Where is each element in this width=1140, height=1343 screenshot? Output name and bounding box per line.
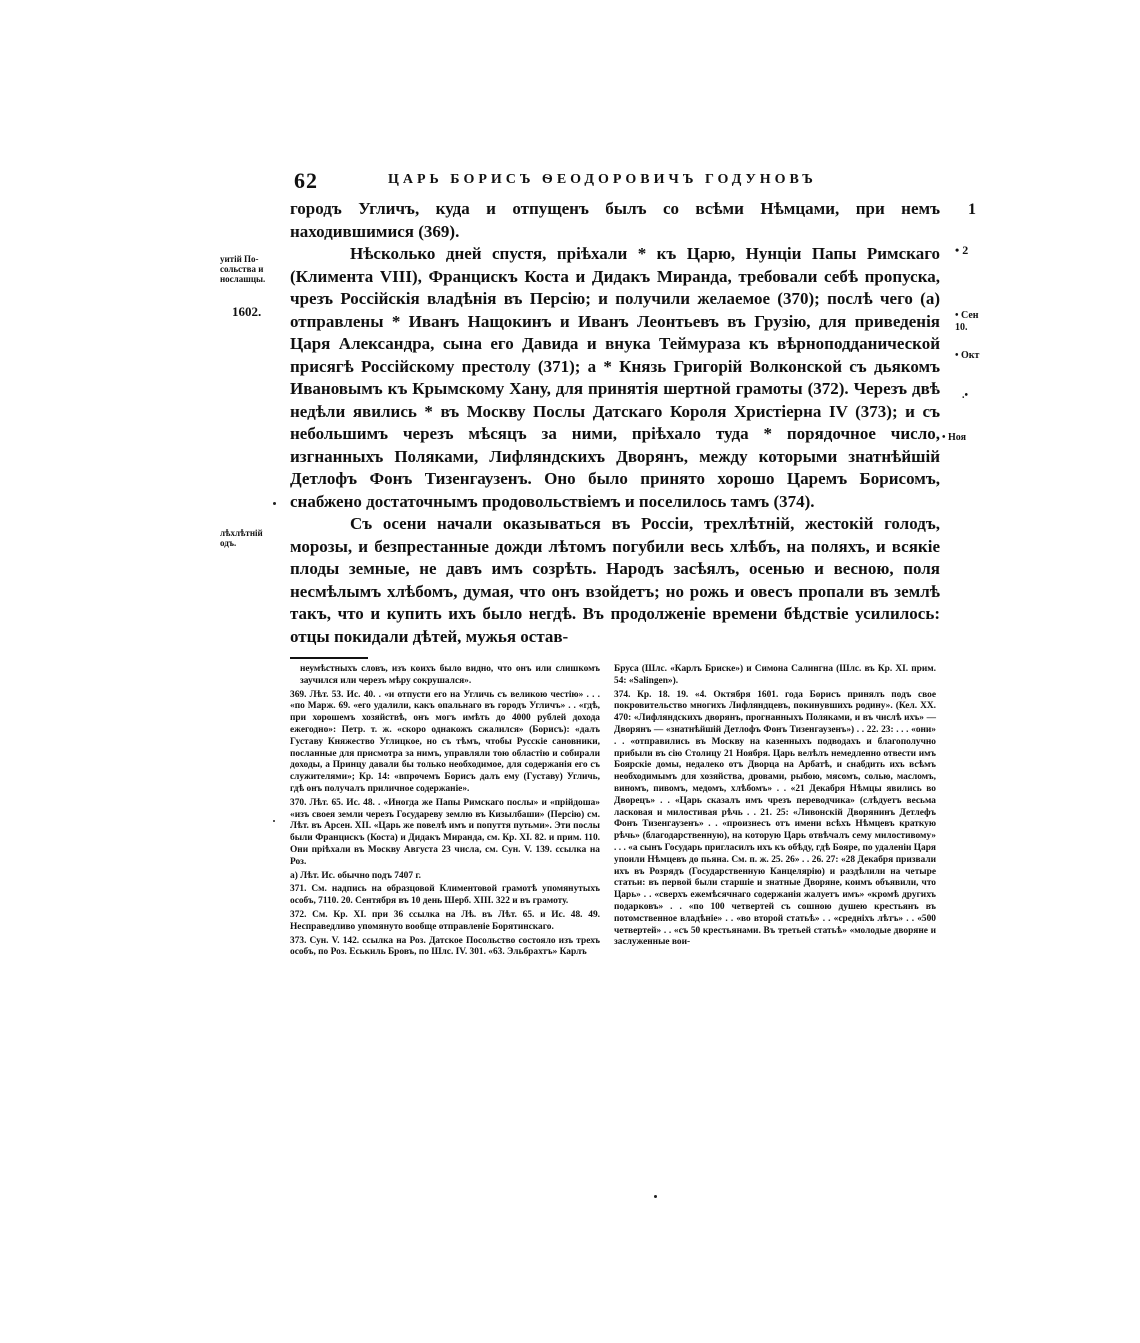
footnote-372: 372. См. Кр. XI. при 36 ссылка на Лѣ. въ Лѣт. 65. и Ис. 48. 49. Несправедливо упомянуто вообще отправленіе Борятинскаго. xyxy=(290,909,600,932)
margin-ref-4: • Окт xyxy=(955,350,980,361)
footnote-374: 374. Кр. 18. 19. «4. Октября 1601. года Борисъ принялъ подъ свое покровительство многихъ Лифляндцевъ, покинувшихъ родину». (Кел. XX. 470: «Лифляндскихъ дворянъ, прогнанныхъ Поляками, и въ числѣ ихъ» — Дворянъ — «знатнѣйшій Детлофъ Фонъ Тизенгаузенъ») . . 22. 23: . . . «они» . . «отправились въ Москву на казенныхъ подводахъ и благополучно прибыли въ сію Столицу 21 Ноября. Царь велѣлъ немедленно отвести имъ Боярскіе домы, недалеко отъ Дворца на Арбатѣ, и снабдить ихъ всѣмъ необходимымъ для хозяйства, дровами, рыбою, мясомъ, солью, масломъ, виномъ, пивомъ, медомъ, хлѣбомъ» . . «21 Декабря Нѣмцы явились во Дворецъ» . . «Царь сказалъ имъ чрезъ переводчика» (слѣдуетъ весьма ласковая и милостивая рѣчь . . 21. 25: «Ливонскій Дворянинъ Детлефъ Фонъ Тизенгаузенъ» . . «произнесъ отъ имени всѣхъ Нѣмцевъ краткую рѣчь» (благодарственную), на которую Царь отвѣчалъ сему милостивому» . . . «а сынъ Государь пригласилъ ихъ къ обѣду, гдѣ Бояре, по удаленіи Царя упоили Нѣмцевъ до пьяна. См. п. ж. 25. 26» . . 26. 27: «28 Декабря призвали ихъ въ Розрядъ (Государственную Канцелярію) и раздѣлили на четыре статьи: въ первой были старшіе и знатные Дворяне, коимъ объявили, что Царь» . . «сверхъ ежемѣсячнаго содержанія жалуетъ имъ» «кромѣ другихъ подарковъ» . . «по 100 четвертей съ сошною душею крестьянъ въ потомственное владѣніе» . . «во второй статьѣ» . . «средніхъ лѣтъ» . . «500 четвертей» . . «съ 50 крестьянами. Въ третьей статьѣ» «молодые дворяне и заслуженные вои- xyxy=(614,689,936,948)
margin-ref-1: 1 xyxy=(968,201,976,218)
footnote-371: 371. См. надпись на образцовой Климентовой грамотѣ упомянутыхъ особъ, 7110. 20. Сентября въ 10 день Шерб. XIII. 322 и въ грамоту. xyxy=(290,884,600,907)
footnote-separator xyxy=(290,657,368,659)
paragraph-famine: Съ осени начали оказываться въ Россіи, трехлѣтній, жестокій голодъ, морозы, и безпрестанные дожди лѣтомъ погубили весь хлѣбъ, на поляхъ, и всякіе плоды земные, не давъ имъ созрѣть. Народъ засѣялъ, осенью и весною, поля несмѣлымъ хлѣбомъ, думая, что онъ взойдетъ; но рожь и овесъ пропали въ землѣ такъ, что и купить ихъ было негдѣ. Въ продолженіе времени бѣдствіе усилилось: отцы покидали дѣтей, мужья остав- xyxy=(290,514,940,646)
margin-ref-6: • Ноя xyxy=(942,432,966,443)
paragraph-envoys: Нѣсколько дней спустя, пріѣхали * къ Царю, Нунціи Папы Римскаго (Климента VIII), Францискъ Коста и Дидакъ Миранда, требовали себѣ пропуска, чрезъ Россійскія владѣнія въ Персію; и получили желаемое (370); послѣ чего (а) отправлены * Иванъ Нащокинъ и Иванъ Леонтьевъ въ Грузію, для приведенія Царя Александра, сына его Давида и внука Теймураза къ вѣрноподданической присягѣ Россійскому престолу (371); а * Князь Григорій Волконской съ дьякомъ Ивановымъ къ Крымскому Хану, для принятія шертной грамоты (372). Черезъ двѣ недѣли явились * въ Москву Послы Датскаго Короля Христіерна IV (373); и съ небольшимъ черезъ мѣсяцъ за ними, пріѣхало туда * порядочное число, изгнанныхъ Поляками, Лифляндскихъ Дворянъ, между которыми знатнѣйшій Детлофъ Фонъ Тизенгаузенъ. Оно было принято хорошо Царемъ Борисомъ, снабжено достаточнымъ продовольствіемъ и поселилось тамъ (374). xyxy=(290,244,940,511)
margin-ref-5: .• xyxy=(962,390,969,401)
margin-note-embassy: уитій По- сольства и нослашцы. xyxy=(220,254,266,284)
footnote-373: 373. Сун. V. 142. ссылка на Роз. Датское Посольство состояло изъ трехъ особъ, по Роз. Еськиль Бровъ, по Шлс. IV. 301. «63. Эльбрахтъ» Карлъ xyxy=(290,935,600,958)
scan-speck xyxy=(654,1195,657,1198)
margin-ref-3: • Сен 10. xyxy=(955,310,979,333)
margin-note-year: 1602. xyxy=(232,304,262,319)
footnote-a: а) Лѣт. Ис. обычно подъ 7407 г. xyxy=(290,870,421,881)
footnote-continuation: неумѣстныхъ словъ, изъ коихъ было видно, что онъ или слишкомъ заучился или черезъ мѣру сокрушался». xyxy=(300,664,600,686)
footnotes-left-column xyxy=(290,664,600,961)
scan-speck xyxy=(273,502,276,505)
running-title: ЦАРЬ БОРИСЪ ѲЕОДОРОВИЧЪ ГОДУНОВЪ xyxy=(388,172,817,187)
page-header xyxy=(288,168,938,194)
margin-ref-2: • 2 xyxy=(955,243,969,257)
page-number: 62 xyxy=(294,168,318,193)
footnotes-right-column xyxy=(614,664,936,951)
margin-note-famine: лѣхлѣтній одъ. xyxy=(220,528,263,548)
paragraph-continued: городъ Угличъ, куда и отпущенъ былъ со всѣми Нѣмцами, при немъ находившимися (369). xyxy=(290,199,940,241)
footnote-370: 370. Лѣт. 65. Ис. 48. . «Иногда же Папы Римскаго послы» и «прійдоша» «изъ своея земли черезъ Государеву землю въ Кизылбаши» (Персію) см. Лѣт. въ Арсен. XII. «Царь же повелѣ имъ и попуття путьми». Эти послы были Францискъ (Коста) и Дидакъ Миранда, см. Кр. XI. 82. и прим. 110. Они пріѣхали въ Москву Августа 23 числа, см. Сун. V. 139. ссылка на Роз. xyxy=(290,797,600,867)
footnote-373-continuation: Бруса (Шлс. «Карлъ Бриске») и Симона Салингна (Шлс. въ Кр. XI. прим. 54: «Salingen»). xyxy=(614,664,936,686)
scan-speck xyxy=(273,820,275,822)
footnote-369: 369. Лѣт. 53. Ис. 40. . «и отпусти его на Угличь съ великою честію» . . . «по Марж. 69. «его удалили, какъ опальнаго въ городъ Угличъ» . . «гдѣ, при хорошемъ хозяйствѣ, онъ могъ имѣть до 4000 рублей дохода ежегодно»: Петр. т. ж. «скоро однакожъ сжалился» (Борисъ): «далъ Густаву Княжество Углицкое, но съ тѣмъ, чтобы Русскіе сановники, посланные для присмотра за нимъ, управляли тою областію и собирали доходы, а Принцу давали бы только необходимое, для содержанія его съ служителями»; Кр. 14: «впрочемъ Борисъ далъ ему (Густаву) Угличь, гдѣ онъ получалъ приличное содержаніе». xyxy=(290,689,600,794)
main-text xyxy=(290,198,940,648)
